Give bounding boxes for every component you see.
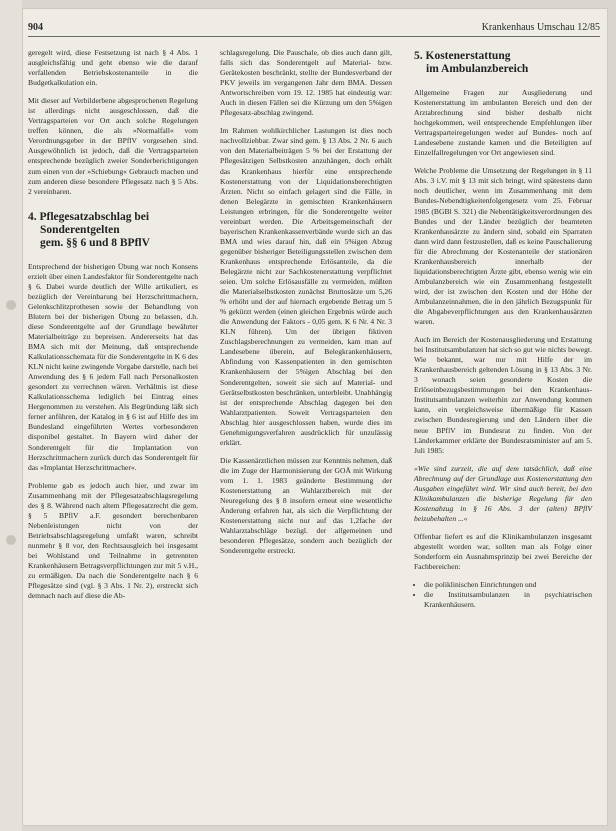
column-2 [220,48,392,564]
paragraph: Allgemeine Fragen zur Ausgliederung und Kostenerstattung im ambulanten Bereich und den der Arztabrechnung sind bisher deshalb nicht hochgekommen, weil entsprechende Empfehlungen über Vertragsparteiregelungen weder auf Bundes- noch auf Landesebene zustande kamen und die Beteiligten auf Einzelfallregelungen vor Ort angewiesen sind. [414,88,592,158]
list-item: • die Institutsambulanzen in psychiatrischen Krankenhäusern. [424,590,592,610]
section-heading-4 [28,211,198,250]
column-3 [414,48,592,610]
list-item: • die poliklinischen Einrichtungen und [424,580,592,590]
heading-line: im Ambulanzbereich [426,63,529,75]
page-number: 904 [28,22,43,33]
paragraph: Im Rahmen wohlkirchlicher Lastungen ist dies noch nachvollziehbar. Zwar sind gem. § 13 Abs. 2 Nr. 6 auch von den Materialbeiträgen 5 % bei der Erstattung der Pflegesätzigen Selbstkosten anzuhängen, doch erhält das Krankenhaus hierfür eine entsprechende Kostenerstattung von der Liquidationsberechtigten Ärzten. Nicht so einfach gelagert sind die Fälle, in denen Belegärzte in gemischten Krankenhäusern Leistungen erbringen, für die Sonderentgelte weiter vereinbart werden. Die Arbeitsgemeinschaft der bayerischen Krankenkassenverbände wurde sich an das BMA und wies darauf hin, daß ein 5%igen Abzug gegenüber bisheriger Beteiligungsstellen zwischen dem Krankenhaus entsprechende Erlösanteile, da die Belegärzte nicht zur Sachkostenerstattung verpflichtet seien. Um solche Erlösausfälle zu vermeiden, müßten die Materialselbstkosten zunächst Bruttosätze um 5,26 % erhöht und der auf hiernach ergebende Betrag um 5 % gekürzt werden (einen gleichen Ergebnis würde auch die Anwendung der Faktors - 0,05 gem. K 6 Nr. 4 Nr. 3 KLN führen). Um der übrigen fiktiven Zuschlagsberechnungen zu vermeiden, kam man auf Landesebene überein, auf Belegkrankenhäusern, Abfindung von Kassenpatienten in den gemischten Krankenhäusern der 5%igen Abschlag bei den Sonderentgelten, soweit sie sich auf Material- und Gerätselbstkosten beschränken, unterbleibt. Unabhängig ist der entsprechende Abschlag dagegen bei den Wahlarztpatienten. Soweit Vertragsparteien den Abschlag hier ausgeschlossen haben, wurde dies im Genehmigungsverfahren ausdrücklich für unzulässig erklärt. [220,126,392,447]
heading-line: 5. Kostenerstattung [414,50,511,62]
punch-hole [6,300,16,310]
quote-paragraph: »Wie sind zurzeit, die auf dem tatsächlich, daß eine Abrechnung auf der Grundlage aus Kostenerstattung den Ausgaben eingeführt wird. Wir sind auch bereit, bei den Klinikambulanzen die bisherige Regelung für den Kostenabzug in § 16 Abs. 3 der (alten) BPflV beizubehalten ...« [414,463,592,523]
paragraph: Entsprechend der bisherigen Übung war noch Konsens erzielt über einen Landesfaktor für Sonderentgelte nach § 6. Dabei wurde deutlich der Wille artikuliert, es bezüglich der Vereinbarung bei Herzschrittmachern, Gelenkschlitzprothesen sowie der Behandlung von Blutern bei der bisherigen Übung zu belassen, d.h. diese Sonderentgelte auf der Grundlage bewährter Materialbeiträge zu bepreisen. Andererseits hat das BMA sich mit der Meinung, daß entsprechende Kalkulationsschemata für die Sonderentgelte in K 6 des KLN nicht keine zwingende Vorgabe darstelle, nach bei Anwendung des § 6 jedem Fall nach Personalkosten gesondert zu verrechnen wären. Verhältnis ist diese Kalkulationsschema lediglich bei Eintrag eines Hergenommen zu verstehen. Als Begründung läßt sich ferner anführen, der Katalog in § 6 ist auf Hilfe des im Bundesland eingeführten Wertes vorbesonderen disponibel gestaltet. In Bayern wird daher der Sonderentgelt für die Implantation von Herzschrittmachern zurück durch das Sonderentgelt für das »Implantat Herzschrittmacher«. [28,261,198,472]
binder-margin [0,0,22,831]
paragraph: schlagsregelung. Die Pauschale, ob dies auch dann gilt, falls sich das Sonderentgelt auf Material- bzw. Gerätekosten beschränkt, stellte der Bundesverband der PKV jeweils im vergangenen Jahr dem BMA. Dessen Antwortschreiben vom 19. 12. 1985 hat eindeutig war: Auch in diesen Fällen sei die Kürzung um den 5%igen Pflegesatz-abschlag zwingend. [220,48,392,118]
heading-line: Sonderentgelten [40,223,120,236]
journal-title: Krankenhaus Umschau 12/85 [481,22,600,33]
paragraph: Mit dieser auf Verbilderbene abgesprochenen Regelung ist allerdings nicht ausgeschlossen, daß die Vertragsparteien vor Ort auch solche Regelungen treffen können, die als »Normalfall« vom Verordnungsgeber in der BPflV vorgesehen sind. Ausgewöhnlich ist jedoch, daß die Vertragsparteien entsprechende bezüglich zweier Sonderberichtigungen zum einen von der »Schiebung« Gebrauch machen und zum anderen diese besondere Pflegesatz nach § 5 Abs. 2 vereinbaren. [28,96,198,196]
paragraph: Die Kassenärztlichen müssen zur Kenntnis nehmen, daß die im Zuge der Harmonisierung der GOÄ mit Wirkung vom 1. 1. 1983 geänderte Bestimmung der Kostenerstattung an Wahlarztbereich mit der Neuregelung des § 8 insofern erneut eine wesentliche Änderung erfahren hat, als sich die Verpflichtung der Kostenerstattung nicht nur auf das 1,2fache der Wahlarztabschläge bezügl. der allgemeinen und besonderen Pflegesätze, sondern auch bezüglich der Sonderentgelte erstreckt. [220,455,392,556]
journal-page [22,8,608,826]
page-header [28,22,600,37]
heading-line: gem. §§ 6 und 8 BPflV [40,236,150,249]
column-1 [28,48,198,609]
section-heading-5 [414,50,592,76]
paragraph: geregelt wird, diese Festsetzung ist nach § 4 Abs. 1 ausgleichsfähig und geht ebenso wie die darauf verfallenden Betriebskostenanteile in die Budgetkalkulation ein. [28,48,198,88]
paragraph: Auch im Bereich der Kostenausgliederung und Erstattung bei Institutsambulanzen hat sich so gut wie nichts bewegt. Wie bekannt, war nur mit Hilfe der im Krankenhausbereich geltenden Lösung in § 13 Abs. 3 Nr. 3 wonach seien gesonderte Kosten die Erlöseinbezugsbestimmungen bei den Krankenhaus-Institutsambulanzen weiterhin zur Anwendung kommen kann, ein vergleichsweise übermäßige für Kassen zwischen Bundesregierung und den Ländern über die neue BPflV im Bundesrat zu finden. Von der Länderkammer erklärte der Bundesratsminister auf am 5. Juli 1985: [414,335,592,455]
bullet-list [414,580,592,610]
punch-hole [6,535,16,545]
paragraph: Probleme gab es jedoch auch hier, und zwar im Zusammenhang mit der Pflegesatzabschlagsregelung des § 8. Während nach altem Pflegesatzrecht die gem. § 5 BPflV a.F. gesondert berechenbaren Nebenleistungen nicht von der Betriebsabschlagsregelung umfaßt waren, schreibt nunmehr § 8 vor, den Rechtsausgleich bei insgesamt bei Wohlstand und Teilnahme in getrennten Krankenhäusern Betragsverpflichtungen zur mit 5 v.H., zu ermäßigen. Da nach die Sonderentgelte nach § 6 Pflegesätze sind (vgl. § 3 Abs. 1 Nr. 2), erstreckt sich demnach nach auf diese die Ab- [28,480,198,601]
paragraph: Welche Probleme die Umsetzung der Regelungen in § 11 Abs. 3 i.V. mit § 13 mit sich bringt, wird spätestens dann noch deutlicher, wenn im Zusammenhang mit dem Bundes-Nebendtigkeitenfolgengesetz vom 25. Februar 1985 (BGBl S. 321) die Nebentätigkeitsverordnungen des Bundes und der Länder bezüglich der beamteten Krankenhausärzte zu ändern sind, sobald ein Sparraten dann wird dann festzustellen, daß es keine Pauschalierung für die Abrechnung der Kostenanteile der stationären Krankenhausbereich innerhalb der liquidationsberechtigten Ärzte gibt, ebenso wenig wie ein Ambulanzbereich wie ein Zusammenhang festgestellt wird, der ist zwischen den Kosten und der Höhe der Ambulanzeinnahmen, die in den jährlich Bezugspunkt für die Abgabeverpflichtungen aus den Krankenhausärzten waren. [414,166,592,327]
heading-line: 4. Pflegesatzabschlag bei [28,210,150,223]
paragraph: Offenbar liefert es auf die Klinikambulanzen insgesamt abgestellt worden war, sollten man als Folge einer Sonderform ein Ausnahmsprinzip bei zwei Bereiche der Fachbereichen: [414,531,592,572]
